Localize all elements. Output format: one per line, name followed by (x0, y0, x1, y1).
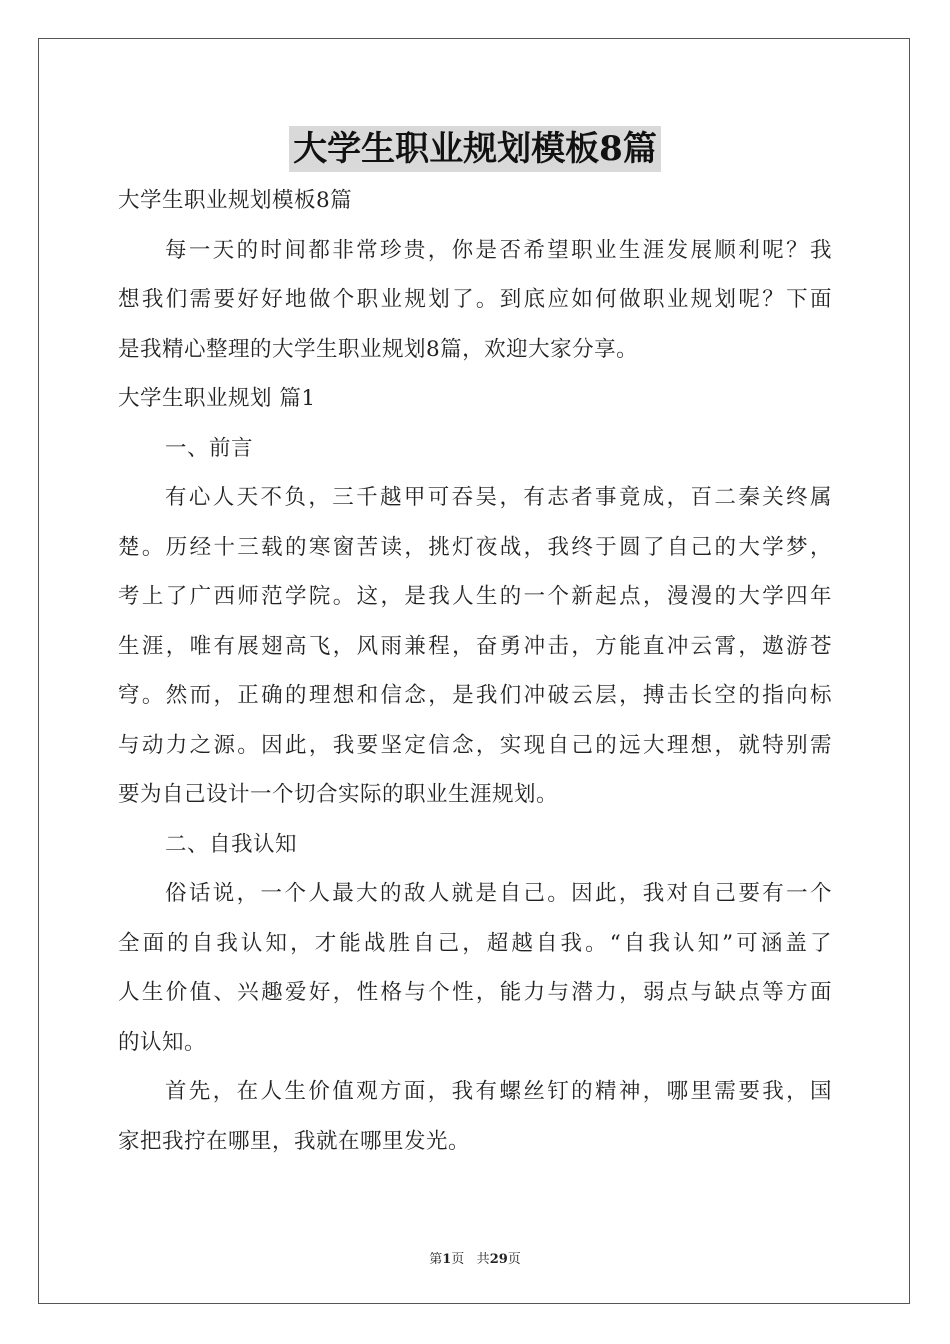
body-line: 与动力之源。因此，我要坚定信念，实现自己的远大理想，就特别需 (118, 732, 832, 758)
body-line: 要为自己设计一个切合实际的职业生涯规划。 (118, 782, 559, 807)
body-line: 家把我拧在哪里，我就在哪里发光。 (118, 1128, 471, 1154)
footer-total-suffix: 页 (507, 1252, 521, 1267)
body-line: 全面的自我认知，才能战胜自己，超越自我。“自我认知”可涵盖了 (118, 930, 832, 956)
footer-prefix: 第 (429, 1252, 443, 1267)
section-heading: 大学生职业规划 篇1 (118, 386, 316, 411)
document-title: 大学生职业规划模板8篇 (289, 126, 661, 172)
footer-total-pages: 29 (489, 1252, 508, 1267)
body-line: 考上了广西师范学院。这，是我人生的一个新起点，漫漫的大学四年 (118, 584, 832, 609)
page-footer (0, 1248, 950, 1267)
body-line: 是我精心整理的大学生职业规划8篇，欢迎大家分享。 (118, 336, 639, 362)
body-line: 首先，在人生价值观方面，我有螺丝钉的精神，哪里需要我，国 (165, 1079, 832, 1104)
body-line: 穹。然而，正确的理想和信念，是我们冲破云层，搏击长空的指向标 (118, 683, 832, 708)
body-line: 有心人天不负，三千越甲可吞吴，有志者事竟成，百二秦关终属 (165, 485, 832, 510)
footer-page-suffix: 页 (451, 1252, 465, 1267)
body-line: 的认知。 (118, 1029, 207, 1055)
body-line: 想我们需要好好地做个职业规划了。到底应如何做职业规划呢？下面 (118, 287, 832, 312)
document-title-wrap (0, 126, 950, 172)
body-line: 大学生职业规划模板8篇 (118, 188, 353, 213)
footer-page-number: 1 (442, 1252, 452, 1267)
body-line: 楚。历经十三载的寒窗苦读，挑灯夜战，我终于圆了自己的大学梦， (118, 534, 832, 560)
body-line: 生涯，唯有展翅高飞，风雨兼程，奋勇冲击，方能直冲云霄，遨游苍 (118, 633, 832, 659)
body-line: 俗话说，一个人最大的敌人就是自己。因此，我对自己要有一个 (165, 881, 832, 906)
document-body (118, 176, 832, 1166)
subsection-heading: 一、前言 (165, 435, 254, 461)
body-line: 每一天的时间都非常珍贵，你是否希望职业生涯发展顺利呢？我 (165, 237, 832, 263)
footer-total-prefix: 共 (476, 1252, 490, 1267)
body-line: 人生价值、兴趣爱好，性格与个性，能力与潜力，弱点与缺点等方面 (118, 980, 832, 1005)
subsection-heading: 二、自我认知 (165, 831, 298, 857)
